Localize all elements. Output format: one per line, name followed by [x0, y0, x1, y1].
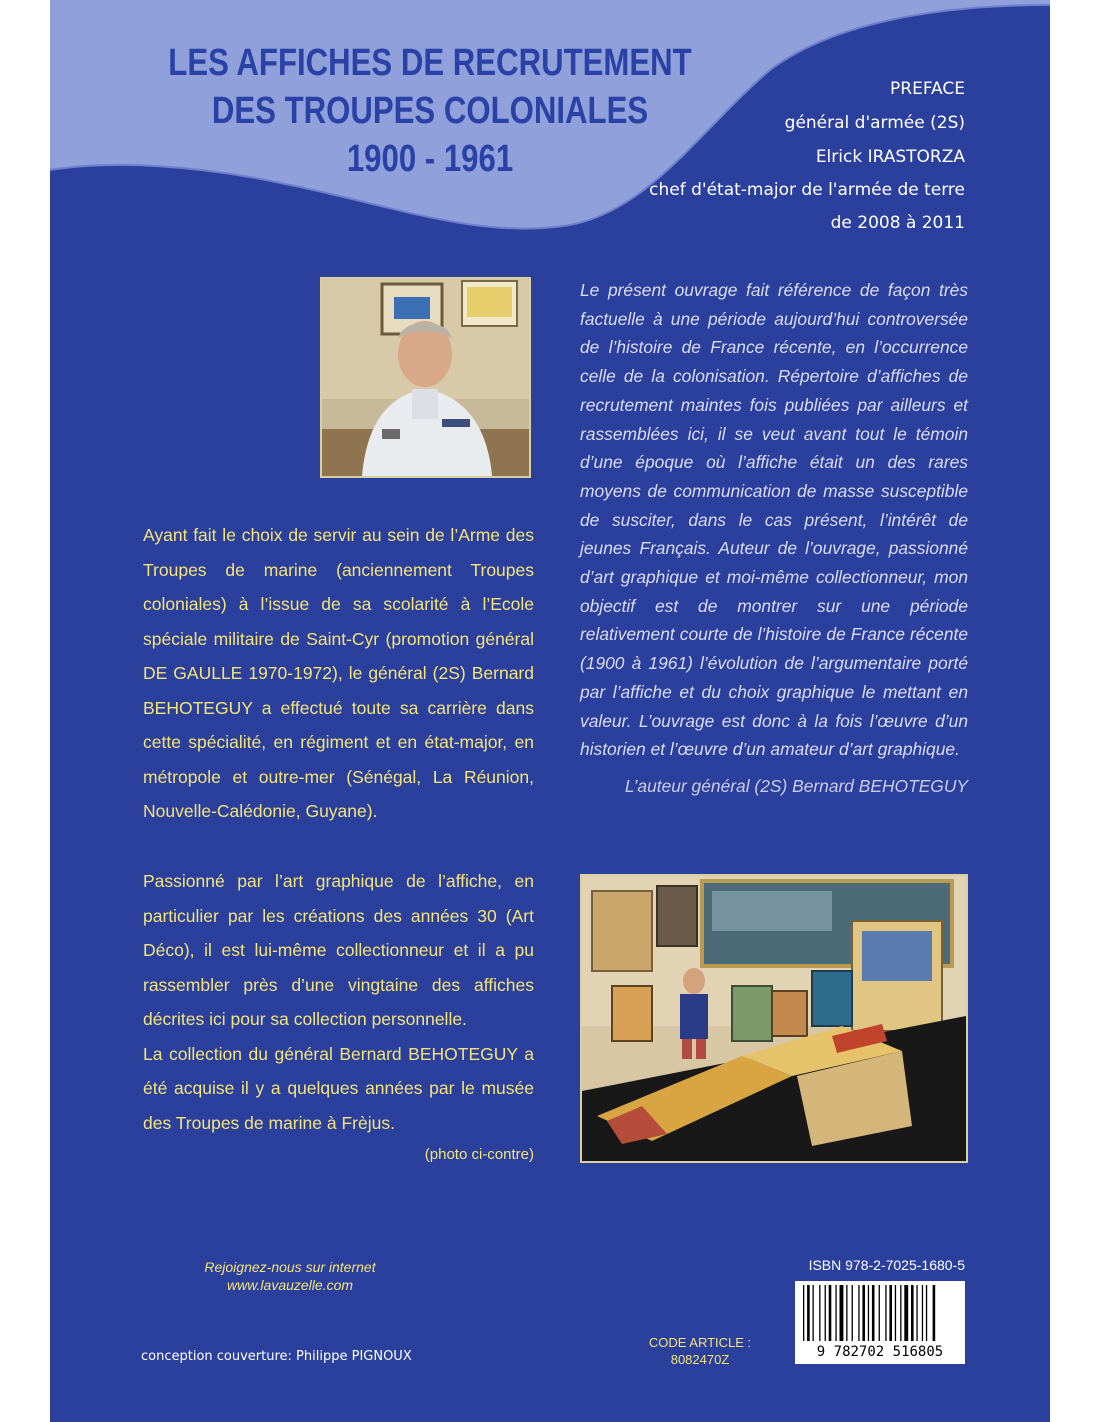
- author-bio-paragraph-2: [143, 864, 534, 1140]
- article-code-label: CODE ARTICLE :: [648, 1335, 752, 1350]
- barcode-bar: [895, 1285, 896, 1341]
- barcode-bar: [911, 1285, 914, 1341]
- website-url[interactable]: www.lavauzelle.com: [226, 1277, 354, 1293]
- title-line-3: 1900 - 1961: [346, 138, 514, 180]
- preface-rank: général d'armée (2S): [784, 113, 965, 133]
- bio-text-1: Ayant fait le choix de servir au sein de l’Arme des Troupes de marine (anciennement Troupes coloniales) à l’issue de sa scolarité à l’Ecole spéciale militaire de Saint-Cyr (promotion général DE GAULLE 1970-1972), le général (2S) Bernard BEHOTEGUY a effectué toute sa carrière dans cette spécialité, en régiment et en état-major, en métropole et outre-mer (Sénégal, La Réunion, Nouvelle-Calédonie, Guyane).: [143, 525, 534, 821]
- barcode-bar: [889, 1285, 892, 1341]
- barcode-bar: [840, 1285, 844, 1341]
- cover-design-credit: conception couverture: Philippe PIGNOUX: [141, 1349, 412, 1364]
- barcode-bar: [933, 1285, 936, 1341]
- preface-label: PREFACE: [890, 79, 965, 99]
- preface-name: Elrick IRASTORZA: [815, 147, 965, 167]
- barcode-bar: [922, 1285, 923, 1341]
- preface-quote-text: Le présent ouvrage fait référence de façon très factuelle à une période aujourd’hui controversée de l’histoire de France récente, en l’occurrence celle de la colonisation. Répertoire d’affiches de recrutement maintes fois publiées par ailleurs et rassemblées ici, il se veut avant tout le témoin d’une époque où l’affiche était un des rares moyens de communication de masse susceptible de susciter, dans le cas présent, l’intérêt de jeunes Français. Auteur de l’ouvrage, passionné d’art graphique et moi-même collectionneur, mon objectif est de montrer sur une période relativement courte de l’histoire de France récente (1900 à 1961) l’évolution de l’argumentaire porté par l’affiche et du choix graphique le mettant en valeur. L’ouvrage est donc à la fois l’œuvre d’un historien et l’œuvre d’un amateur d’art graphique.: [580, 280, 968, 760]
- barcode-bar: [900, 1285, 901, 1341]
- preface-dates: de 2008 à 2011: [830, 213, 965, 233]
- barcode-bar: [926, 1285, 927, 1341]
- barcode-bars: [795, 1281, 965, 1349]
- preface-quote: [580, 276, 968, 801]
- poster-collection-photo: [580, 874, 968, 1163]
- barcode-bar: [868, 1285, 869, 1341]
- barcode-bar: [852, 1285, 853, 1341]
- barcode-bar: [916, 1285, 917, 1341]
- barcode-bar: [825, 1285, 826, 1341]
- author-portrait-photo: [320, 277, 531, 478]
- isbn-barcode: [795, 1281, 965, 1364]
- bio-text-2: Passionné par l’art graphique de l’affiche, en particulier par les créations des années 30 (Art Déco), il est lui-même collectionneur et il a pu rassembler près d’une vingtaine des affiches décrites ici pour sa collection personnelle.: [143, 871, 534, 1029]
- barcode-bar: [904, 1285, 908, 1341]
- back-cover: [50, 0, 1050, 1422]
- barcode-bar: [807, 1285, 810, 1341]
- website-invite: Rejoignez-nous sur internet: [204, 1259, 376, 1275]
- preface-quote-signature: L’auteur général (2S) Bernard BEHOTEGUY: [624, 775, 968, 796]
- barcode-bar: [885, 1285, 886, 1341]
- barcode-digits: 9 782702 516805: [816, 1344, 944, 1360]
- title-line-1: LES AFFICHES DE RECRUTEMENT: [168, 42, 692, 84]
- article-code: [640, 1334, 760, 1368]
- author-bio-paragraph-1: [143, 518, 534, 829]
- barcode-bar: [858, 1285, 859, 1341]
- barcode-bar: [835, 1285, 836, 1341]
- title-line-2: DES TROUPES COLONIALES: [211, 90, 649, 132]
- barcode-bar: [846, 1285, 847, 1341]
- barcode-bar: [872, 1285, 875, 1341]
- photo-note: (photo ci-contre): [424, 1146, 534, 1163]
- article-code-value: 8082470Z: [670, 1352, 730, 1367]
- barcode-bar: [829, 1285, 832, 1341]
- isbn-label: ISBN 978-2-7025-1680-5: [808, 1257, 965, 1273]
- barcode-bar: [819, 1285, 820, 1341]
- barcode-bar: [879, 1285, 880, 1341]
- barcode-bar: [862, 1285, 865, 1341]
- barcode-bar: [803, 1285, 804, 1341]
- preface-role: chef d'état-major de l'armée de terre: [649, 180, 965, 200]
- bio-text-3: La collection du général Bernard BEHOTEGUY a été acquise il y a quelques années par le musée des Troupes de marine à Frèjus.: [143, 1043, 534, 1133]
- barcode-bar: [813, 1285, 814, 1341]
